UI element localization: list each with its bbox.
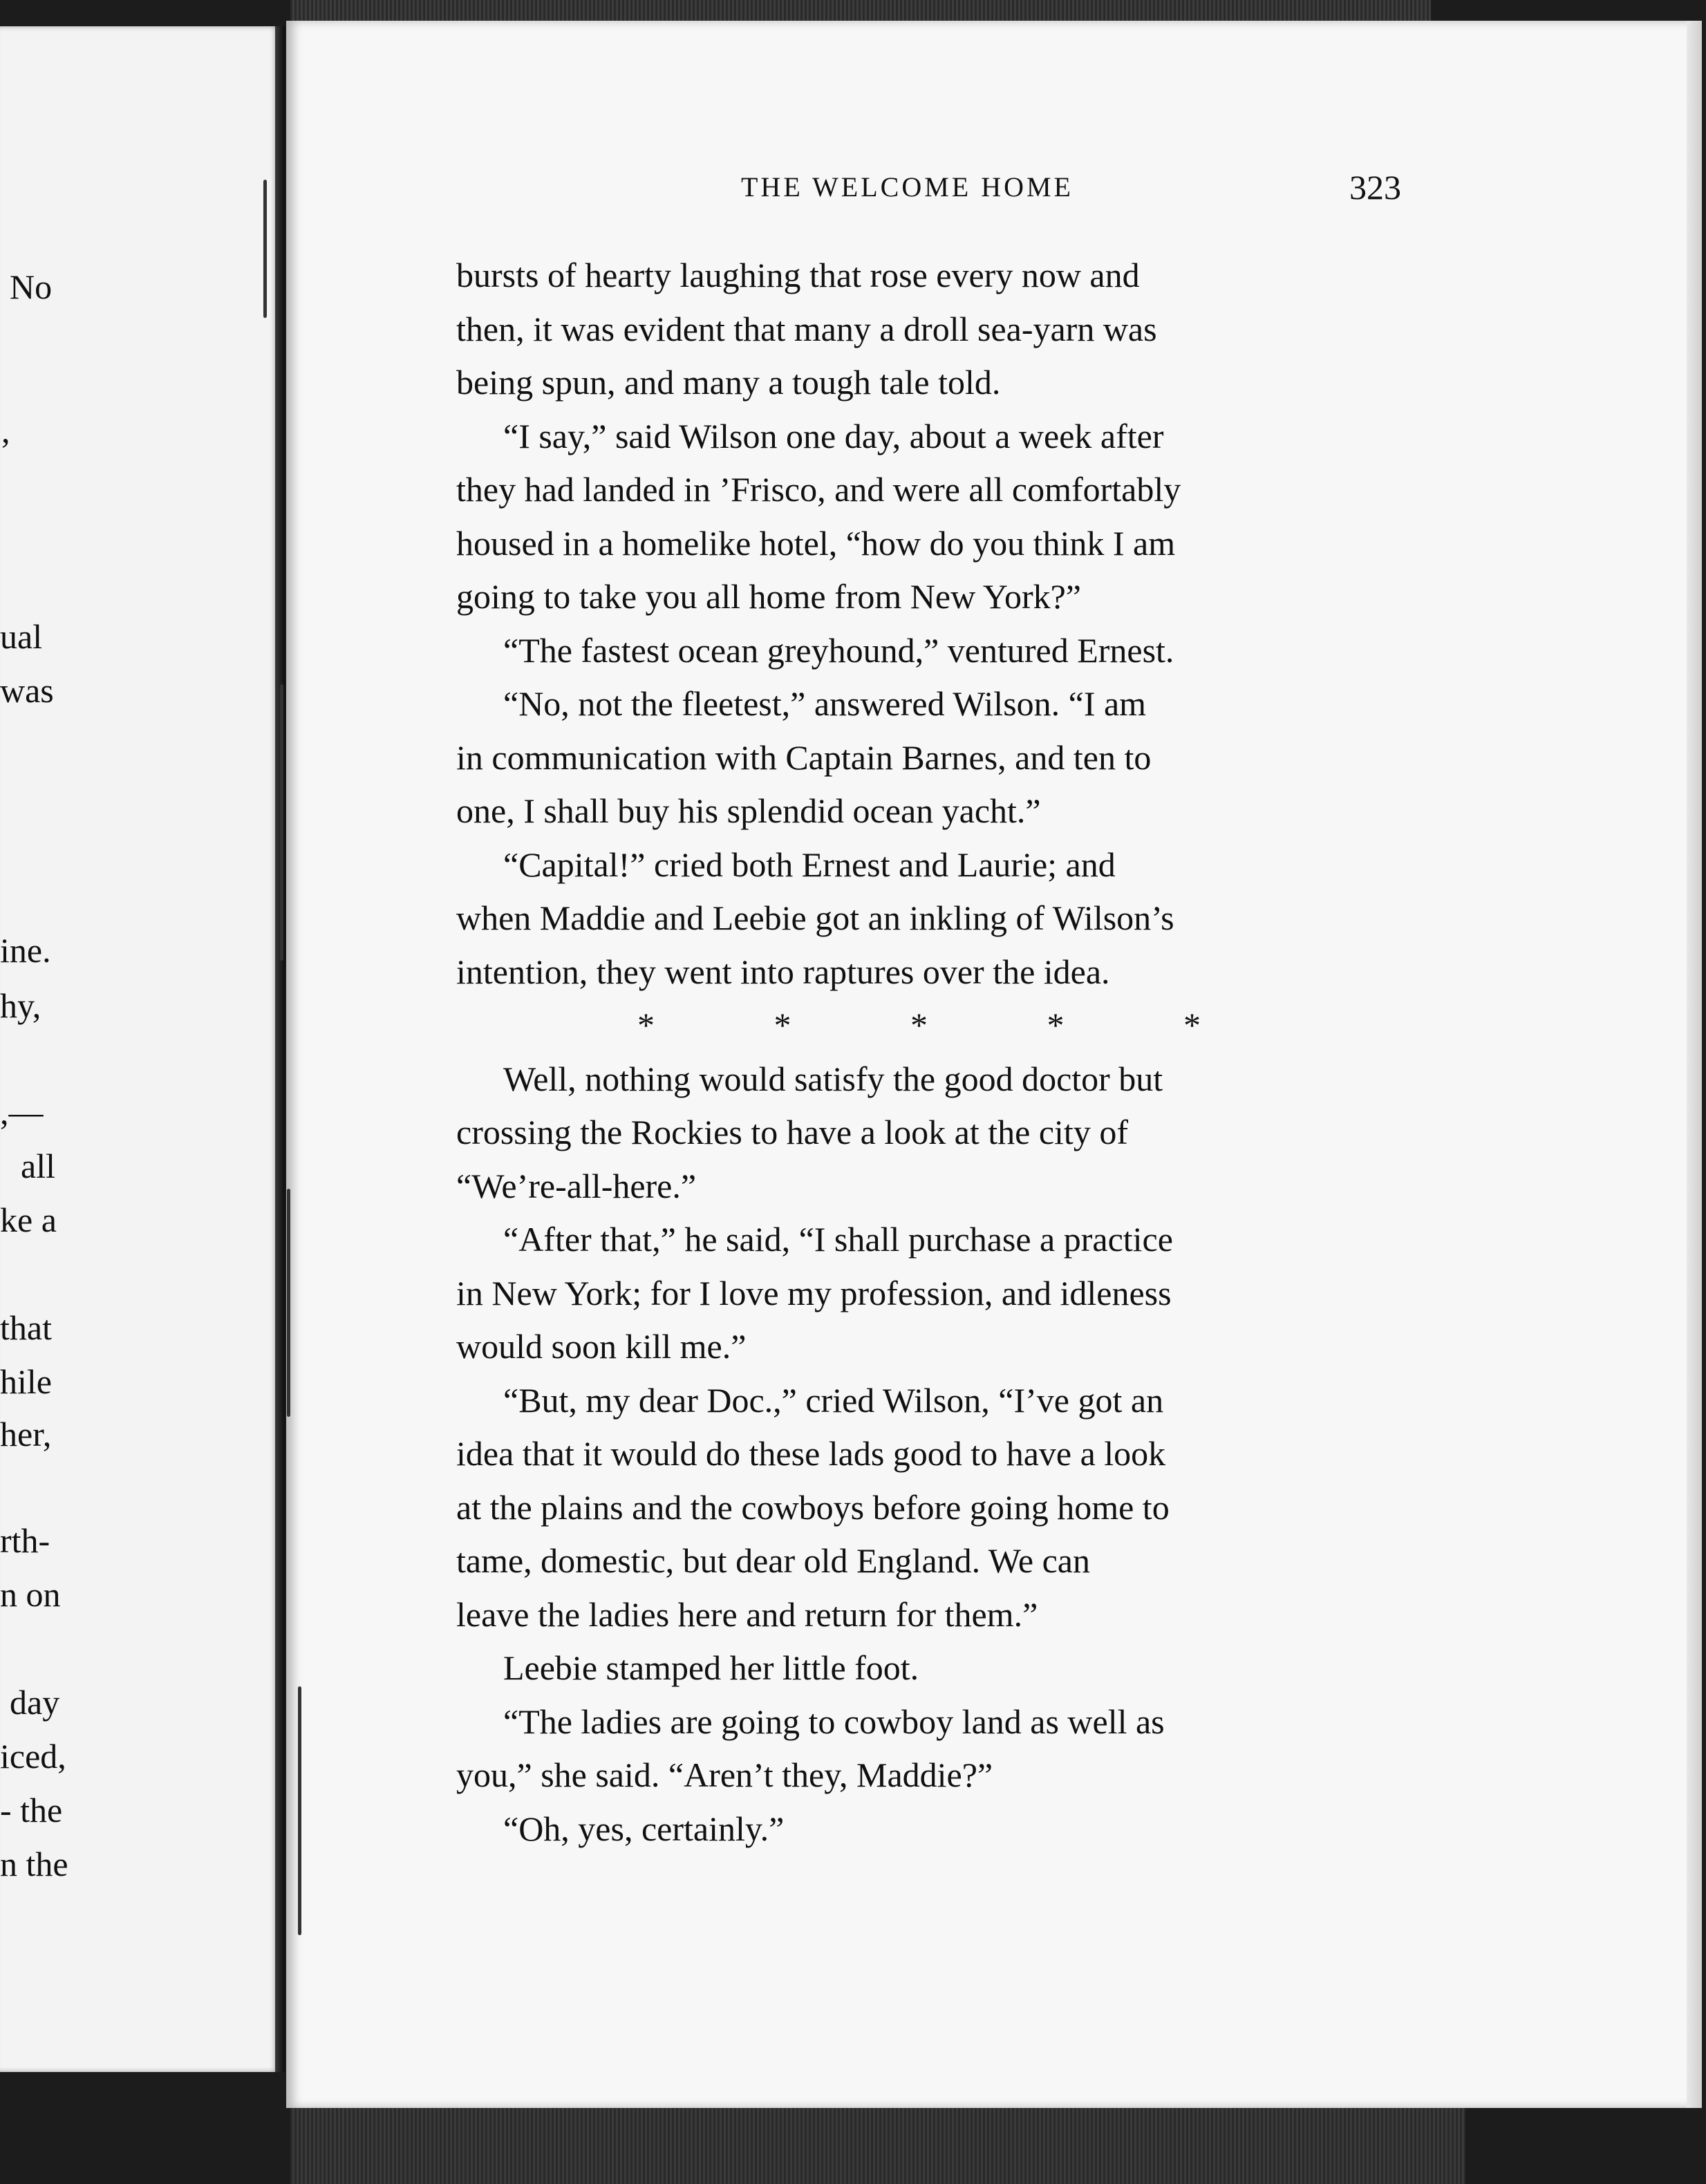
left-page-fragment: n the bbox=[0, 1845, 68, 1883]
book-cover-top bbox=[290, 0, 1431, 23]
left-page-fragment: that bbox=[0, 1308, 52, 1347]
text-line: crossing the Rockies to have a look at the city of bbox=[456, 1113, 1128, 1151]
text-line: Leebie stamped her little foot. bbox=[503, 1648, 919, 1687]
text-line: tame, domestic, but dear old England. We can bbox=[456, 1541, 1090, 1580]
binding-stitch bbox=[298, 1686, 301, 1935]
left-page bbox=[0, 26, 279, 2072]
running-head: THE WELCOME HOME bbox=[741, 171, 1074, 203]
text-line: in communication with Captain Barnes, and ten to bbox=[456, 737, 1152, 777]
left-page-fragment: rth- bbox=[0, 1521, 50, 1560]
text-line: then, it was evident that many a droll sea-yarn was bbox=[456, 309, 1157, 348]
binding-stitch bbox=[280, 684, 283, 961]
text-line: leave the ladies here and return for them.” bbox=[456, 1594, 1038, 1634]
text-line: bursts of hearty laughing that rose every now and bbox=[456, 256, 1140, 294]
left-page-fragment: iced, bbox=[0, 1737, 66, 1776]
left-page-fragment: , bbox=[1, 411, 10, 450]
left-page-fragment: all bbox=[21, 1147, 55, 1185]
text-line: they had landed in ’Frisco, and were all comfortably bbox=[456, 470, 1181, 509]
text-line: going to take you all home from New York?” bbox=[456, 577, 1082, 616]
binding-stitch bbox=[287, 1189, 290, 1417]
left-page-fragment: ,— bbox=[0, 1093, 44, 1131]
text-line: would soon kill me.” bbox=[456, 1327, 747, 1366]
binding-stitch bbox=[263, 180, 267, 318]
left-page-fragment: day bbox=[10, 1683, 60, 1722]
left-page-fragment: was bbox=[0, 671, 54, 710]
left-page-fragment: ual bbox=[0, 617, 43, 656]
text-line: “Oh, yes, certainly.” bbox=[503, 1809, 785, 1848]
text-line: Well, nothing would satisfy the good doctor but bbox=[503, 1059, 1163, 1098]
text-line: intention, they went into raptures over the idea. bbox=[456, 952, 1110, 991]
left-page-fragment: ine. bbox=[0, 931, 51, 970]
page-edge bbox=[1687, 21, 1702, 2108]
text-line: housed in a homelike hotel, “how do you think I am bbox=[456, 523, 1176, 563]
left-page-fragment: hy, bbox=[0, 986, 41, 1025]
left-page-fragment: hile bbox=[0, 1362, 52, 1401]
text-line: “I say,” said Wilson one day, about a week after bbox=[503, 416, 1164, 455]
text-line: you,” she said. “Aren’t they, Maddie?” bbox=[456, 1755, 993, 1794]
text-line: “After that,” he said, “I shall purchase a practice bbox=[503, 1220, 1173, 1259]
text-line: “Capital!” cried both Ernest and Laurie; and bbox=[503, 845, 1116, 884]
left-page-fragment: her, bbox=[0, 1415, 52, 1453]
text-line: being spun, and many a tough tale told. bbox=[456, 363, 1001, 402]
body-text bbox=[456, 249, 1430, 1856]
section-break: * * * * * bbox=[637, 1006, 1201, 1044]
text-line: “We’re-all-here.” bbox=[456, 1166, 697, 1205]
text-line: “But, my dear Doc.,” cried Wilson, “I’ve got an bbox=[503, 1380, 1164, 1420]
text-line: “No, not the fleetest,” answered Wilson. “I am bbox=[503, 684, 1147, 723]
page-number: 323 bbox=[1349, 168, 1401, 207]
left-page-fragment: - the bbox=[0, 1791, 63, 1829]
book-cover-bottom bbox=[290, 2101, 1465, 2184]
text-line: “The ladies are going to cowboy land as well as bbox=[503, 1702, 1165, 1741]
text-line: at the plains and the cowboys before going home to bbox=[456, 1487, 1170, 1527]
left-page-fragment: ke a bbox=[0, 1201, 57, 1239]
text-line: idea that it would do these lads good to have a look bbox=[456, 1434, 1166, 1473]
left-page-fragment: n on bbox=[0, 1575, 61, 1614]
text-line: “The fastest ocean greyhound,” ventured Ernest. bbox=[503, 630, 1174, 670]
text-line: one, I shall buy his splendid ocean yacht.” bbox=[456, 791, 1041, 830]
text-line: when Maddie and Leebie got an inkling of Wilson’s bbox=[456, 898, 1174, 937]
text-line: in New York; for I love my profession, and idleness bbox=[456, 1273, 1172, 1312]
left-page-fragment: No bbox=[10, 267, 53, 306]
